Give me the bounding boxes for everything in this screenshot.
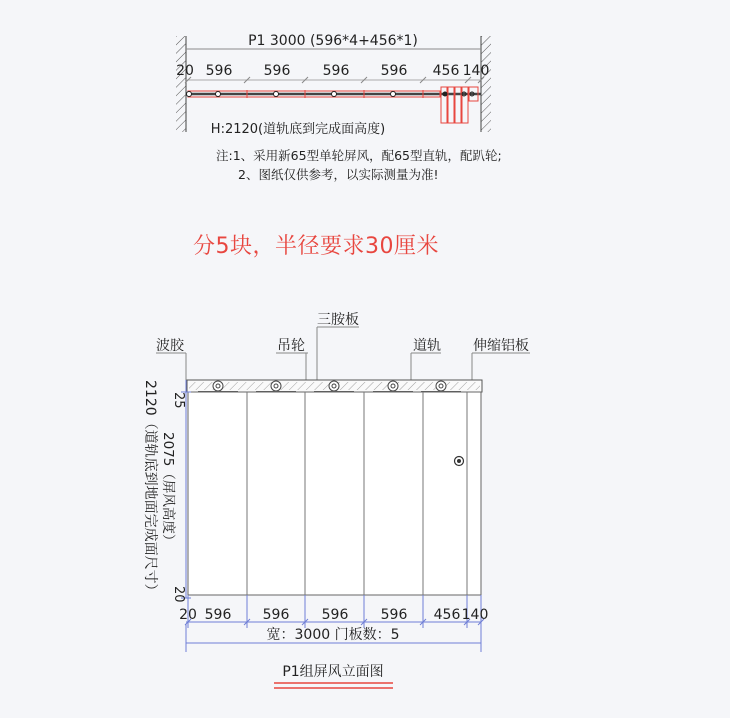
plan-seg-label-596-d: 596	[380, 63, 408, 79]
elevation-panels-outline	[188, 392, 481, 595]
plan-wheel-marker	[391, 92, 396, 97]
plan-note-1: 注:1、采用新65型单轮屏风，配65型直轨，配趴轮;	[216, 148, 502, 163]
left-dim-20: 20	[171, 586, 186, 603]
plan-seg-label-596-c: 596	[322, 63, 350, 79]
right-wall-hatch	[481, 36, 491, 132]
hanging-wheel-icon	[388, 381, 398, 391]
left-dim-2120: 2120（道轨底到地面完成面尺寸）	[142, 380, 158, 598]
plan-wheel-marker	[332, 92, 337, 97]
elevation-title: P1组屏风立面图	[282, 664, 384, 680]
label-diaolun: 吊轮	[277, 338, 305, 354]
lock-core-icon	[457, 459, 461, 463]
plan-seg-label-456: 456	[432, 63, 460, 79]
plan-seg-label-20: 20	[176, 63, 194, 79]
bottom-seg-label-456: 456	[433, 607, 461, 623]
width-summary: 宽：3000 门板数：5	[266, 627, 400, 643]
hanging-wheel-icon	[271, 381, 281, 391]
hanging-wheel-icon	[436, 381, 446, 391]
bottom-seg-label-596-d: 596	[380, 607, 408, 623]
plan-seg-label-596-a: 596	[205, 63, 233, 79]
label-shensuo: 伸缩铝板	[473, 338, 529, 354]
hanging-wheel-icon	[329, 381, 339, 391]
plan-seg-label-140: 140	[462, 63, 490, 79]
plan-wheel-marker	[216, 92, 221, 97]
label-bojiao: 波胶	[156, 338, 184, 354]
emphasis-text: 分5块，半径要求30厘米	[193, 234, 439, 259]
label-daogui: 道轨	[413, 338, 441, 354]
plan-view	[176, 33, 491, 137]
plan-height-label: H:2120(道轨底到完成面高度)	[210, 122, 386, 137]
elevation-view	[142, 311, 530, 688]
plan-wheel-marker	[274, 92, 279, 97]
left-dim-25: 25	[171, 392, 186, 409]
label-sanjiao: 三胺板	[317, 312, 359, 328]
left-wall-hatch	[176, 36, 186, 132]
plan-seg-label-596-b: 596	[263, 63, 291, 79]
plan-note-2: 2、图纸仅供参考，以实际测量为准!	[238, 167, 439, 182]
left-dim-2075: 2075（屏风高度）	[160, 432, 176, 548]
bottom-seg-label-596-a: 596	[204, 607, 232, 623]
plan-title: P1 3000 (596*4+456*1)	[248, 33, 418, 49]
hanging-wheel-icon	[213, 381, 223, 391]
bottom-seg-label-596-c: 596	[321, 607, 349, 623]
plan-wheel-marker	[187, 92, 192, 97]
bottom-seg-label-140: 140	[461, 607, 489, 623]
bottom-seg-label-596-b: 596	[262, 607, 290, 623]
bottom-seg-label-20: 20	[179, 607, 197, 623]
plan-stacked-panels	[441, 87, 478, 123]
